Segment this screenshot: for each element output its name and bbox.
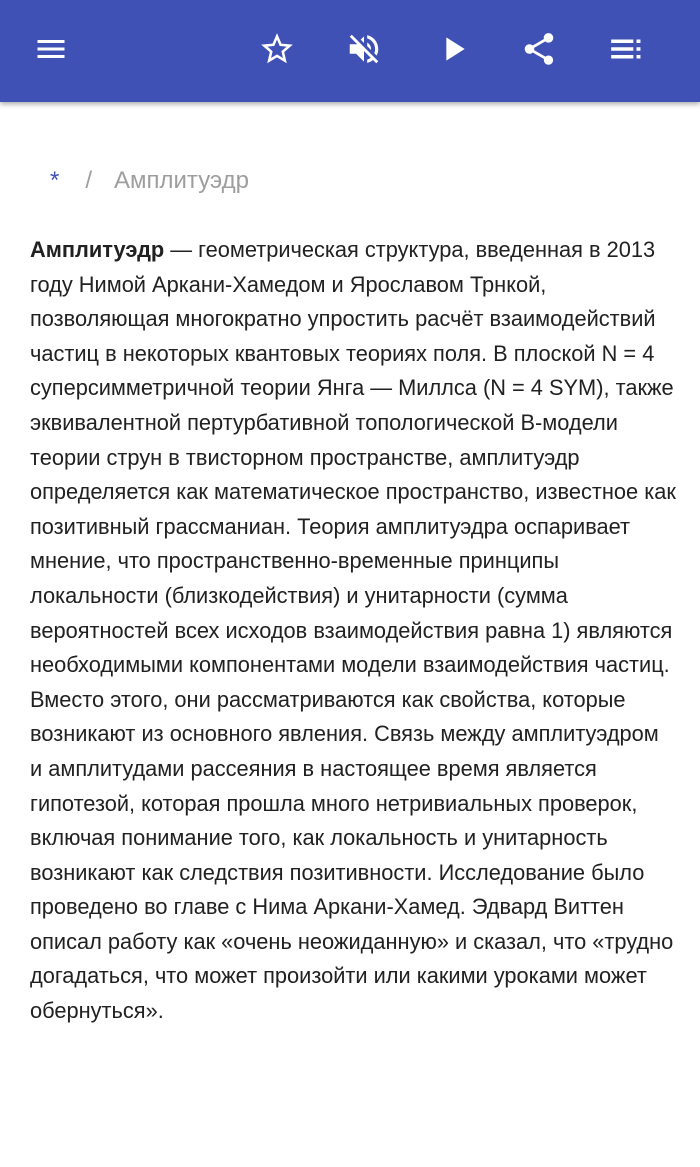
share-button[interactable]	[514, 26, 564, 76]
volume-off-icon	[345, 30, 383, 73]
article-paragraph	[30, 233, 676, 1029]
play-icon	[433, 29, 473, 74]
article-body	[30, 233, 676, 1029]
breadcrumb	[50, 164, 249, 198]
star-icon	[258, 30, 296, 73]
menu-button[interactable]	[26, 26, 76, 76]
play-button[interactable]	[428, 26, 478, 76]
playlist-button[interactable]	[602, 26, 652, 76]
breadcrumb-separator: /	[85, 167, 93, 194]
menu-icon	[33, 31, 69, 72]
article-text: — геометрическая структура, введенная в 2013 году Нимой Аркани-Хамедом и Ярославом Трнкой, позволяющая многократно упростить расчёт взаимодействий частиц в некоторых квантовых теориях поля. В плоской N = 4 суперсимметричной теории Янга — Миллса (N = 4 SYM), также эквивалентной пертурбативной топологической B-модели теории струн в твисторном пространстве, амплитуэдр определяется как математическое пространство, известное как позитивный грассманиан. Теория амплитуэдра оспаривает мнение, что пространственно-временные принципы локальности (близкодействия) и унитарности (сумма вероятностей всех исходов взаимодействия равна 1) являются необходимыми компонентами модели взаимодействия частиц. Вместо этого, они рассматриваются как свойства, которые возникают из основного явления. Связь между амплитуэдром и амплитудами рассеяния в настоящее время является гипотезой, которая прошла много нетривиальных проверок, включая понимание того, как локальность и унитарность возникают как следствия позитивности. Исследование было проведено во главе с Нима Аркани-Хамед. Эдвард Виттен описал работу как «очень неожиданную» и сказал, что «трудно догадаться, что может произойти или какими уроками может обернуться».	[30, 237, 676, 1024]
article-term: Амплитуэдр	[30, 237, 165, 262]
favorite-button[interactable]	[252, 26, 302, 76]
share-icon	[520, 30, 558, 73]
app-bar	[0, 0, 700, 102]
breadcrumb-home-link[interactable]: *	[50, 167, 60, 194]
mute-button[interactable]	[339, 26, 389, 76]
breadcrumb-current: Амплитуэдр	[114, 167, 249, 194]
playlist-icon	[608, 30, 646, 73]
